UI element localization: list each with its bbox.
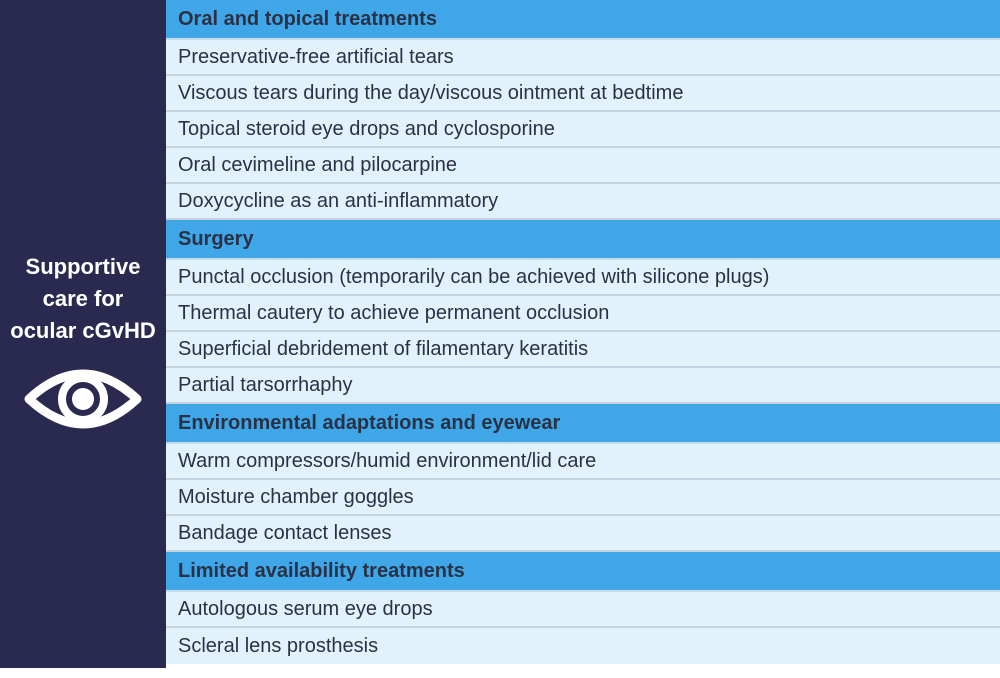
list-item: Punctal occlusion (temporarily can be achieved with silicone plugs) [166,260,1000,296]
section-header: Limited availability treatments [166,552,1000,592]
treatment-list [166,0,1000,668]
list-item: Topical steroid eye drops and cyclosporine [166,112,1000,148]
sidebar-title-line-2: care for [42,286,124,311]
list-item: Superficial debridement of filamentary keratitis [166,332,1000,368]
list-item: Partial tarsorrhaphy [166,368,1000,404]
section-header: Surgery [166,220,1000,260]
section-header: Environmental adaptations and eyewear [166,404,1000,444]
eye-icon [23,363,143,435]
sidebar-panel [0,0,166,668]
list-item: Moisture chamber goggles [166,480,1000,516]
sidebar-title-line-1: Supportive [25,254,141,279]
list-item: Thermal cautery to achieve permanent occlusion [166,296,1000,332]
list-item: Autologous serum eye drops [166,592,1000,628]
sidebar-title-line-3: ocular cGvHD [10,318,156,343]
list-item: Scleral lens prosthesis [166,628,1000,664]
list-item: Preservative-free artificial tears [166,40,1000,76]
list-item: Bandage contact lenses [166,516,1000,552]
list-item: Doxycycline as an anti-inflammatory [166,184,1000,220]
list-item: Oral cevimeline and pilocarpine [166,148,1000,184]
list-item: Viscous tears during the day/viscous ointment at bedtime [166,76,1000,112]
list-item: Warm compressors/humid environment/lid care [166,444,1000,480]
section-header: Oral and topical treatments [166,0,1000,40]
sidebar-title [10,251,156,347]
